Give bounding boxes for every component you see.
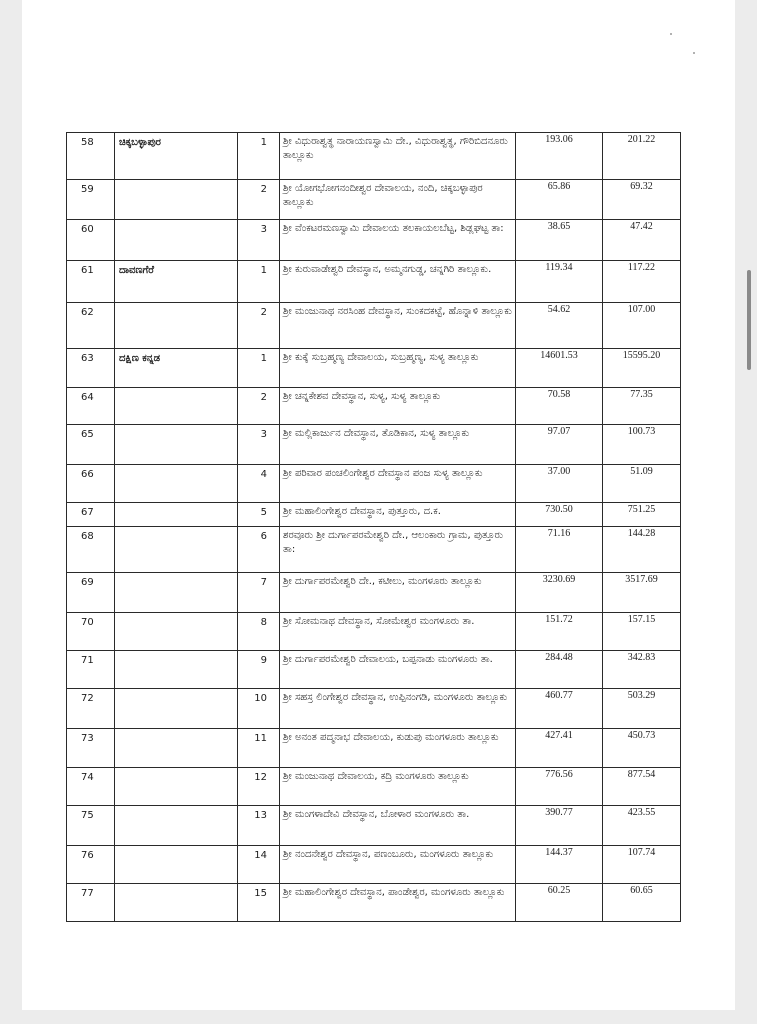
district-cell: ಚಿಕ್ಕಬಳ್ಳಾಪುರ bbox=[115, 133, 238, 180]
temple-name-cell: ಶ್ರೀ ಕುರುವಾಡೇಶ್ವರಿ ದೇವಸ್ಥಾನ, ಅಮ್ಮನಗುಡ್ಡ, ಚನ್ನಗಿರಿ ತಾಲ್ಲೂಕು. bbox=[280, 261, 516, 303]
temple-number-cell: 8 bbox=[238, 613, 280, 651]
table-row bbox=[67, 220, 681, 261]
temple-name-cell: ಶ್ರೀ ಪರಿವಾರ ಪಂಚಲಿಂಗೇಶ್ವರ ದೇವಸ್ಥಾನ ಪಂಜ ಸುಳ್ಯ ತಾಲ್ಲೂಕು bbox=[280, 465, 516, 503]
income-prev-cell: 144.37 bbox=[516, 846, 603, 884]
temple-name-cell: ಶ್ರೀ ಚನ್ನಕೇಶವ ದೇವಸ್ಥಾನ, ಸುಳ್ಯ, ಸುಳ್ಯ ತಾಲ್ಲೂಕು bbox=[280, 388, 516, 425]
serial-number-cell: 75 bbox=[67, 806, 115, 846]
temple-name-cell: ಶ್ರೀ ದುರ್ಗಾಪರಮೇಶ್ವರಿ ದೇ., ಕಟೀಲು, ಮಂಗಳೂರು ತಾಲ್ಲೂಕು bbox=[280, 573, 516, 613]
district-cell bbox=[115, 573, 238, 613]
table-row bbox=[67, 133, 681, 180]
income-prev-cell: 65.86 bbox=[516, 180, 603, 220]
income-prev-cell: 730.50 bbox=[516, 503, 603, 527]
temple-number-cell: 15 bbox=[238, 884, 280, 922]
scrollbar-thumb[interactable] bbox=[747, 270, 751, 370]
district-cell bbox=[115, 768, 238, 806]
temple-income-table bbox=[66, 132, 681, 922]
temple-name-cell: ಶ್ರೀ ಮಂಜುನಾಥ ದೇವಾಲಯ, ಕದ್ರಿ ಮಂಗಳೂರು ತಾಲ್ಲೂಕು bbox=[280, 768, 516, 806]
table-row bbox=[67, 503, 681, 527]
income-prev-cell: 776.56 bbox=[516, 768, 603, 806]
temple-number-cell: 1 bbox=[238, 349, 280, 388]
speck bbox=[670, 33, 672, 35]
serial-number-cell: 70 bbox=[67, 613, 115, 651]
income-prev-cell: 119.34 bbox=[516, 261, 603, 303]
district-cell bbox=[115, 503, 238, 527]
temple-number-cell: 4 bbox=[238, 465, 280, 503]
income-curr-cell: 77.35 bbox=[603, 388, 681, 425]
temple-name-cell: ಶ್ರೀ ಕುಕ್ಕೆ ಸುಬ್ರಹ್ಮಣ್ಯ ದೇವಾಲಯ, ಸುಬ್ರಹ್ಮಣ್ಯ, ಸುಳ್ಯ ತಾಲ್ಲೂಕು bbox=[280, 349, 516, 388]
table-row bbox=[67, 651, 681, 689]
temple-name-cell: ಶ್ರೀ ಸೋಮನಾಥ ದೇವಸ್ಥಾನ, ಸೋಮೇಶ್ವರ ಮಂಗಳೂರು ತಾ. bbox=[280, 613, 516, 651]
temple-name-cell: ಶ್ರೀ ಮಂಗಳಾದೇವಿ ದೇವಸ್ಥಾನ, ಬೋಳಾರ ಮಂಗಳೂರು ತಾ. bbox=[280, 806, 516, 846]
table-row bbox=[67, 425, 681, 465]
income-curr-cell: 342.83 bbox=[603, 651, 681, 689]
temple-number-cell: 2 bbox=[238, 180, 280, 220]
temple-number-cell: 13 bbox=[238, 806, 280, 846]
income-curr-cell: 157.15 bbox=[603, 613, 681, 651]
serial-number-cell: 66 bbox=[67, 465, 115, 503]
serial-number-cell: 59 bbox=[67, 180, 115, 220]
income-curr-cell: 751.25 bbox=[603, 503, 681, 527]
district-cell bbox=[115, 425, 238, 465]
income-curr-cell: 423.55 bbox=[603, 806, 681, 846]
income-curr-cell: 503.29 bbox=[603, 689, 681, 729]
table-row bbox=[67, 261, 681, 303]
income-prev-cell: 3230.69 bbox=[516, 573, 603, 613]
serial-number-cell: 64 bbox=[67, 388, 115, 425]
district-cell: ದಾವಣಗೆರೆ bbox=[115, 261, 238, 303]
temple-number-cell: 3 bbox=[238, 425, 280, 465]
table-row bbox=[67, 388, 681, 425]
district-cell: ದಕ್ಷಿಣ ಕನ್ನಡ bbox=[115, 349, 238, 388]
income-curr-cell: 117.22 bbox=[603, 261, 681, 303]
temple-name-cell: ಶ್ರೀ ಯೋಗಭೋಗನಂದೀಶ್ವರ ದೇವಾಲಯ, ನಂದಿ, ಚಿಕ್ಕಬಳ್ಳಾಪುರ ತಾಲ್ಲೂಕು bbox=[280, 180, 516, 220]
table-body bbox=[67, 133, 681, 922]
table-row bbox=[67, 613, 681, 651]
table-row bbox=[67, 349, 681, 388]
temple-name-cell: ಶ್ರೀ ವೆಂಕಟರಮಣಸ್ವಾಮಿ ದೇವಾಲಯ ತಲಕಾಯಲಬೆಟ್ಟ, ಶಿಡ್ಲಘಟ್ಟ ತಾ: bbox=[280, 220, 516, 261]
serial-number-cell: 73 bbox=[67, 729, 115, 768]
temple-name-cell: ಶ್ರೀ ಮಲ್ಲಿಕಾರ್ಜುನ ದೇವಸ್ಥಾನ, ತೊಡಿಕಾನ, ಸುಳ್ಯ ತಾಲ್ಲೂಕು bbox=[280, 425, 516, 465]
serial-number-cell: 62 bbox=[67, 303, 115, 349]
income-prev-cell: 71.16 bbox=[516, 527, 603, 573]
district-cell bbox=[115, 846, 238, 884]
district-cell bbox=[115, 303, 238, 349]
table-row bbox=[67, 846, 681, 884]
table-row bbox=[67, 303, 681, 349]
temple-number-cell: 1 bbox=[238, 133, 280, 180]
district-cell bbox=[115, 180, 238, 220]
serial-number-cell: 67 bbox=[67, 503, 115, 527]
temple-name-cell: ಶ್ರೀ ಅನಂತ ಪದ್ಮನಾಭ ದೇವಾಲಯ, ಕುಡುಪು ಮಂಗಳೂರು ತಾಲ್ಲೂಕು bbox=[280, 729, 516, 768]
income-prev-cell: 390.77 bbox=[516, 806, 603, 846]
income-curr-cell: 201.22 bbox=[603, 133, 681, 180]
serial-number-cell: 58 bbox=[67, 133, 115, 180]
income-curr-cell: 100.73 bbox=[603, 425, 681, 465]
temple-number-cell: 1 bbox=[238, 261, 280, 303]
district-cell bbox=[115, 689, 238, 729]
district-cell bbox=[115, 806, 238, 846]
income-curr-cell: 60.65 bbox=[603, 884, 681, 922]
serial-number-cell: 60 bbox=[67, 220, 115, 261]
temple-name-cell: ಶ್ರೀ ನಂದನೇಶ್ವರ ದೇವಸ್ಥಾನ, ಪಣಂಬೂರು, ಮಂಗಳೂರು ತಾಲ್ಲೂಕು bbox=[280, 846, 516, 884]
table-row bbox=[67, 884, 681, 922]
table-row bbox=[67, 465, 681, 503]
income-curr-cell: 144.28 bbox=[603, 527, 681, 573]
serial-number-cell: 68 bbox=[67, 527, 115, 573]
income-curr-cell: 107.74 bbox=[603, 846, 681, 884]
serial-number-cell: 71 bbox=[67, 651, 115, 689]
temple-name-cell: ಶ್ರೀ ಸಹಸ್ರ ಲಿಂಗೇಶ್ವರ ದೇವಸ್ಥಾನ, ಉಪ್ಪಿನಂಗಡಿ, ಮಂಗಳೂರು ತಾಲ್ಲೂಕು bbox=[280, 689, 516, 729]
table-row bbox=[67, 527, 681, 573]
income-prev-cell: 97.07 bbox=[516, 425, 603, 465]
income-prev-cell: 37.00 bbox=[516, 465, 603, 503]
income-curr-cell: 450.73 bbox=[603, 729, 681, 768]
table-row bbox=[67, 768, 681, 806]
temple-number-cell: 9 bbox=[238, 651, 280, 689]
district-cell bbox=[115, 651, 238, 689]
temple-number-cell: 6 bbox=[238, 527, 280, 573]
district-cell bbox=[115, 729, 238, 768]
income-curr-cell: 877.54 bbox=[603, 768, 681, 806]
income-prev-cell: 460.77 bbox=[516, 689, 603, 729]
table-row bbox=[67, 806, 681, 846]
temple-number-cell: 12 bbox=[238, 768, 280, 806]
income-curr-cell: 3517.69 bbox=[603, 573, 681, 613]
district-cell bbox=[115, 220, 238, 261]
district-cell bbox=[115, 388, 238, 425]
temple-number-cell: 2 bbox=[238, 388, 280, 425]
income-prev-cell: 151.72 bbox=[516, 613, 603, 651]
income-prev-cell: 427.41 bbox=[516, 729, 603, 768]
income-prev-cell: 38.65 bbox=[516, 220, 603, 261]
serial-number-cell: 76 bbox=[67, 846, 115, 884]
district-cell bbox=[115, 465, 238, 503]
temple-name-cell: ಶ್ರೀ ಮಹಾಲಿಂಗೇಶ್ವರ ದೇವಸ್ಥಾನ, ಪಾಂಡೇಶ್ವರ, ಮಂಗಳೂರು ತಾಲ್ಲೂಕು bbox=[280, 884, 516, 922]
income-prev-cell: 14601.53 bbox=[516, 349, 603, 388]
temple-name-cell: ಶ್ರೀ ಮಂಜುನಾಥ ನರಸಿಂಹ ದೇವಸ್ಥಾನ, ಸುಂಕದಕಟ್ಟೆ, ಹೊನ್ನಾಳಿ ತಾಲ್ಲೂಕು bbox=[280, 303, 516, 349]
temple-number-cell: 2 bbox=[238, 303, 280, 349]
serial-number-cell: 77 bbox=[67, 884, 115, 922]
serial-number-cell: 72 bbox=[67, 689, 115, 729]
temple-number-cell: 10 bbox=[238, 689, 280, 729]
serial-number-cell: 69 bbox=[67, 573, 115, 613]
table-row bbox=[67, 689, 681, 729]
income-prev-cell: 193.06 bbox=[516, 133, 603, 180]
serial-number-cell: 65 bbox=[67, 425, 115, 465]
income-curr-cell: 47.42 bbox=[603, 220, 681, 261]
income-curr-cell: 69.32 bbox=[603, 180, 681, 220]
district-cell bbox=[115, 613, 238, 651]
income-prev-cell: 60.25 bbox=[516, 884, 603, 922]
district-cell bbox=[115, 884, 238, 922]
serial-number-cell: 61 bbox=[67, 261, 115, 303]
temple-name-cell: ಶ್ರೀ ಮಹಾಲಿಂಗೇಶ್ವರ ದೇವಸ್ಥಾನ, ಪುತ್ತೂರು, ದ.ಕ. bbox=[280, 503, 516, 527]
temple-number-cell: 11 bbox=[238, 729, 280, 768]
temple-name-cell: ಶ್ರೀ ವಿಧುರಾಶ್ವತ್ಥ ನಾರಾಯಣಸ್ವಾಮಿ ದೇ., ವಿಧುರಾಶ್ವತ್ಥ, ಗೌರಿಬಿದನೂರು ತಾಲ್ಲೂಕು bbox=[280, 133, 516, 180]
income-prev-cell: 54.62 bbox=[516, 303, 603, 349]
income-curr-cell: 15595.20 bbox=[603, 349, 681, 388]
temple-number-cell: 5 bbox=[238, 503, 280, 527]
temple-number-cell: 14 bbox=[238, 846, 280, 884]
temple-number-cell: 3 bbox=[238, 220, 280, 261]
temple-name-cell: ಶರವೂರು ಶ್ರೀ ದುರ್ಗಾಪರಮೇಶ್ವರಿ ದೇ., ಆಲಂಕಾರು ಗ್ರಾಮ, ಪುತ್ತೂರು ತಾ: bbox=[280, 527, 516, 573]
table-row bbox=[67, 573, 681, 613]
income-prev-cell: 70.58 bbox=[516, 388, 603, 425]
table-row bbox=[67, 180, 681, 220]
serial-number-cell: 74 bbox=[67, 768, 115, 806]
temple-name-cell: ಶ್ರೀ ದುರ್ಗಾಪರಮೇಶ್ವರಿ ದೇವಾಲಯ, ಬಪ್ಪನಾಡು ಮಂಗಳೂರು ತಾ. bbox=[280, 651, 516, 689]
income-curr-cell: 107.00 bbox=[603, 303, 681, 349]
income-prev-cell: 284.48 bbox=[516, 651, 603, 689]
temple-number-cell: 7 bbox=[238, 573, 280, 613]
district-cell bbox=[115, 527, 238, 573]
speck bbox=[693, 52, 695, 54]
serial-number-cell: 63 bbox=[67, 349, 115, 388]
table-row bbox=[67, 729, 681, 768]
income-curr-cell: 51.09 bbox=[603, 465, 681, 503]
